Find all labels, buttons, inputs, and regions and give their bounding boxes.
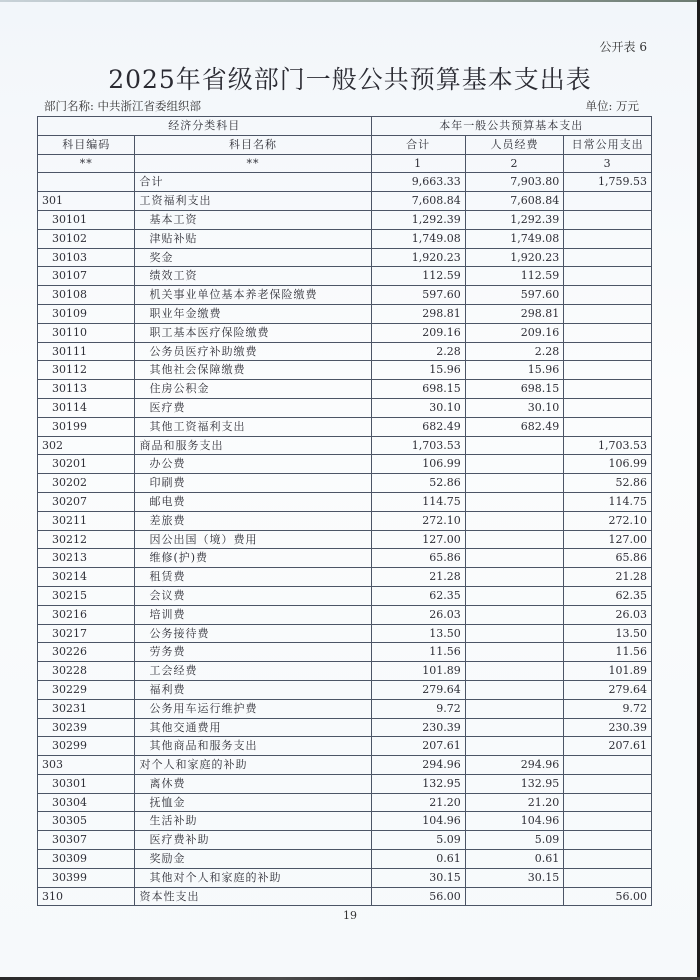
personnel-cell: 698.15 [465, 380, 564, 399]
total-cell: 112.59 [371, 267, 465, 286]
total-cell: 1,749.08 [371, 229, 465, 248]
table-row [38, 774, 652, 793]
table-row [38, 192, 652, 211]
total-cell: 209.16 [371, 323, 465, 342]
total-cell: 230.39 [371, 718, 465, 737]
subject-name-cell: 职工基本医疗保险缴费 [135, 323, 371, 342]
header-public: 日常公用支出 [564, 135, 652, 154]
total-cell: 65.86 [371, 549, 465, 568]
subject-code-cell: 30107 [38, 267, 135, 286]
table-row [38, 455, 652, 474]
table-row [38, 812, 652, 831]
subject-code-cell: 302 [38, 436, 135, 455]
index-personnel: 2 [465, 154, 564, 173]
public-cell [564, 323, 652, 342]
total-cell: 26.03 [371, 605, 465, 624]
subject-name-cell: 租赁费 [135, 568, 371, 587]
subject-name-cell: 合计 [135, 173, 371, 192]
personnel-cell [465, 680, 564, 699]
total-cell: 30.15 [371, 868, 465, 887]
personnel-cell [465, 586, 564, 605]
personnel-cell: 112.59 [465, 267, 564, 286]
table-number-label: 公开表 6 [599, 40, 647, 54]
public-cell [564, 286, 652, 305]
table-row [38, 286, 652, 305]
public-cell: 56.00 [564, 887, 652, 906]
total-cell: 597.60 [371, 286, 465, 305]
public-cell: 101.89 [564, 662, 652, 681]
personnel-cell: 5.09 [465, 831, 564, 850]
subject-code-cell: 30111 [38, 342, 135, 361]
subject-name-cell: 医疗费 [135, 398, 371, 417]
subject-code-cell: 30214 [38, 568, 135, 587]
table-row [38, 229, 652, 248]
personnel-cell: 7,903.80 [465, 173, 564, 192]
personnel-cell [465, 511, 564, 530]
total-cell: 207.61 [371, 737, 465, 756]
subject-name-cell: 会议费 [135, 586, 371, 605]
table-row [38, 831, 652, 850]
public-cell [564, 812, 652, 831]
personnel-cell [465, 549, 564, 568]
table-row [38, 624, 652, 643]
public-cell [564, 756, 652, 775]
personnel-cell: 298.81 [465, 304, 564, 323]
table-row [38, 887, 652, 906]
subject-code-cell: 30212 [38, 530, 135, 549]
personnel-cell [465, 662, 564, 681]
subject-name-cell: 奖金 [135, 248, 371, 267]
total-cell: 294.96 [371, 756, 465, 775]
total-cell: 11.56 [371, 643, 465, 662]
total-cell: 106.99 [371, 455, 465, 474]
header-economic-classification: 经济分类科目 [38, 117, 372, 136]
table-row [38, 417, 652, 436]
table-row [38, 699, 652, 718]
personnel-cell [465, 530, 564, 549]
subject-code-cell: 30199 [38, 417, 135, 436]
table-row [38, 549, 652, 568]
total-cell: 9,663.33 [371, 173, 465, 192]
subject-name-cell: 公务员医疗补助缴费 [135, 342, 371, 361]
subject-code-cell: 30109 [38, 304, 135, 323]
public-cell: 1,759.53 [564, 173, 652, 192]
public-cell: 279.64 [564, 680, 652, 699]
table-body [38, 173, 652, 906]
table-row [38, 793, 652, 812]
personnel-cell [465, 699, 564, 718]
total-cell: 101.89 [371, 662, 465, 681]
subject-name-cell: 维修(护)费 [135, 549, 371, 568]
public-cell: 62.35 [564, 586, 652, 605]
table-row [38, 436, 652, 455]
total-cell: 56.00 [371, 887, 465, 906]
index-code: ** [38, 154, 135, 173]
personnel-cell: 15.96 [465, 361, 564, 380]
personnel-cell: 682.49 [465, 417, 564, 436]
total-cell: 279.64 [371, 680, 465, 699]
public-cell [564, 831, 652, 850]
table-row [38, 511, 652, 530]
personnel-cell: 104.96 [465, 812, 564, 831]
subject-code-cell: 30301 [38, 774, 135, 793]
subject-name-cell: 商品和服务支出 [135, 436, 371, 455]
personnel-cell: 30.15 [465, 868, 564, 887]
personnel-cell [465, 492, 564, 511]
table-row [38, 868, 652, 887]
total-cell: 682.49 [371, 417, 465, 436]
total-cell: 0.61 [371, 850, 465, 869]
table-row [38, 718, 652, 737]
public-cell [564, 267, 652, 286]
subject-code-cell: 30229 [38, 680, 135, 699]
table-row [38, 380, 652, 399]
total-cell: 114.75 [371, 492, 465, 511]
public-cell [564, 850, 652, 869]
personnel-cell [465, 737, 564, 756]
public-cell [564, 774, 652, 793]
total-cell: 21.20 [371, 793, 465, 812]
table-row [38, 530, 652, 549]
public-cell [564, 793, 652, 812]
table-row [38, 248, 652, 267]
public-cell: 114.75 [564, 492, 652, 511]
total-cell: 1,703.53 [371, 436, 465, 455]
public-cell [564, 248, 652, 267]
subject-name-cell: 其他工资福利支出 [135, 417, 371, 436]
total-cell: 15.96 [371, 361, 465, 380]
subject-name-cell: 其他社会保障缴费 [135, 361, 371, 380]
subject-name-cell: 资本性支出 [135, 887, 371, 906]
table-row [38, 210, 652, 229]
index-total: 1 [371, 154, 465, 173]
header-subject-code: 科目编码 [38, 135, 135, 154]
subject-code-cell: 30217 [38, 624, 135, 643]
subject-name-cell: 医疗费补助 [135, 831, 371, 850]
page-number: 19 [343, 909, 357, 922]
subject-code-cell: 30309 [38, 850, 135, 869]
table-row [38, 756, 652, 775]
subject-code-cell: 30108 [38, 286, 135, 305]
header-subject-name: 科目名称 [135, 135, 371, 154]
personnel-cell: 2.28 [465, 342, 564, 361]
table-row [38, 173, 652, 192]
subject-code-cell: 30216 [38, 605, 135, 624]
public-cell: 11.56 [564, 643, 652, 662]
subject-name-cell: 绩效工资 [135, 267, 371, 286]
public-cell [564, 342, 652, 361]
subject-code-cell: 30213 [38, 549, 135, 568]
subject-code-cell: 30231 [38, 699, 135, 718]
table-row [38, 680, 652, 699]
subject-code-cell: 30307 [38, 831, 135, 850]
table-row [38, 304, 652, 323]
subject-name-cell: 其他商品和服务支出 [135, 737, 371, 756]
table-row [38, 737, 652, 756]
total-cell: 7,608.84 [371, 192, 465, 211]
personnel-cell: 132.95 [465, 774, 564, 793]
subject-code-cell: 30399 [38, 868, 135, 887]
public-cell: 9.72 [564, 699, 652, 718]
subject-code-cell: 30110 [38, 323, 135, 342]
personnel-cell [465, 624, 564, 643]
total-cell: 132.95 [371, 774, 465, 793]
subject-name-cell: 离休费 [135, 774, 371, 793]
subject-code-cell: 30304 [38, 793, 135, 812]
total-cell: 1,292.39 [371, 210, 465, 229]
subject-code-cell: 30114 [38, 398, 135, 417]
total-cell: 52.86 [371, 474, 465, 493]
total-cell: 698.15 [371, 380, 465, 399]
personnel-cell: 7,608.84 [465, 192, 564, 211]
total-cell: 5.09 [371, 831, 465, 850]
header-column-row [38, 135, 652, 154]
public-cell: 127.00 [564, 530, 652, 549]
public-cell: 26.03 [564, 605, 652, 624]
public-cell: 230.39 [564, 718, 652, 737]
subject-name-cell: 公务接待费 [135, 624, 371, 643]
subject-code-cell: 30112 [38, 361, 135, 380]
public-cell: 272.10 [564, 511, 652, 530]
public-cell: 13.50 [564, 624, 652, 643]
public-cell: 65.86 [564, 549, 652, 568]
total-cell: 298.81 [371, 304, 465, 323]
table-row [38, 398, 652, 417]
subject-name-cell: 公务用车运行维护费 [135, 699, 371, 718]
subject-name-cell: 办公费 [135, 455, 371, 474]
subject-name-cell: 工资福利支出 [135, 192, 371, 211]
public-cell [564, 210, 652, 229]
personnel-cell: 30.10 [465, 398, 564, 417]
subject-code-cell: 30103 [38, 248, 135, 267]
subject-code-cell: 30228 [38, 662, 135, 681]
total-cell: 2.28 [371, 342, 465, 361]
subject-name-cell: 福利费 [135, 680, 371, 699]
public-cell [564, 229, 652, 248]
table-row [38, 850, 652, 869]
subject-name-cell: 机关事业单位基本养老保险缴费 [135, 286, 371, 305]
header-basic-expenditure: 本年一般公共预算基本支出 [371, 117, 651, 136]
personnel-cell: 209.16 [465, 323, 564, 342]
subject-code-cell: 30113 [38, 380, 135, 399]
total-cell: 104.96 [371, 812, 465, 831]
subject-name-cell: 对个人和家庭的补助 [135, 756, 371, 775]
personnel-cell [465, 436, 564, 455]
subject-code-cell: 30239 [38, 718, 135, 737]
table-row [38, 568, 652, 587]
header-group-row [38, 117, 652, 136]
table-row [38, 605, 652, 624]
subject-name-cell: 因公出国（境）费用 [135, 530, 371, 549]
index-name: ** [135, 154, 371, 173]
public-cell [564, 398, 652, 417]
table-row [38, 643, 652, 662]
subject-code-cell: 310 [38, 887, 135, 906]
subject-code-cell: 30211 [38, 511, 135, 530]
subject-name-cell: 抚恤金 [135, 793, 371, 812]
subject-code-cell: 30226 [38, 643, 135, 662]
table-row [38, 342, 652, 361]
subject-name-cell: 其他对个人和家庭的补助 [135, 868, 371, 887]
subject-name-cell: 印刷费 [135, 474, 371, 493]
personnel-cell: 1,920.23 [465, 248, 564, 267]
personnel-cell [465, 455, 564, 474]
table-row [38, 474, 652, 493]
public-cell: 52.86 [564, 474, 652, 493]
public-cell [564, 380, 652, 399]
personnel-cell: 21.20 [465, 793, 564, 812]
personnel-cell: 1,292.39 [465, 210, 564, 229]
public-cell [564, 417, 652, 436]
total-cell: 1,920.23 [371, 248, 465, 267]
header-personnel: 人员经费 [465, 135, 564, 154]
public-cell [564, 192, 652, 211]
subject-code-cell: 30207 [38, 492, 135, 511]
subject-name-cell: 培训费 [135, 605, 371, 624]
personnel-cell [465, 887, 564, 906]
public-cell: 1,703.53 [564, 436, 652, 455]
budget-table [37, 116, 652, 906]
personnel-cell [465, 605, 564, 624]
unit-label: 单位: 万元 [585, 99, 639, 113]
subject-code-cell: 30202 [38, 474, 135, 493]
subject-code-cell: 30215 [38, 586, 135, 605]
table-row [38, 586, 652, 605]
subject-code-cell: 30299 [38, 737, 135, 756]
personnel-cell: 0.61 [465, 850, 564, 869]
table-row [38, 267, 652, 286]
subject-name-cell: 劳务费 [135, 643, 371, 662]
total-cell: 127.00 [371, 530, 465, 549]
public-cell: 21.28 [564, 568, 652, 587]
index-public: 3 [564, 154, 652, 173]
subject-name-cell: 奖励金 [135, 850, 371, 869]
personnel-cell: 1,749.08 [465, 229, 564, 248]
subject-name-cell: 基本工资 [135, 210, 371, 229]
subject-code-cell: 30102 [38, 229, 135, 248]
header-total: 合计 [371, 135, 465, 154]
header-index-row [38, 154, 652, 173]
personnel-cell [465, 718, 564, 737]
subject-code-cell: 303 [38, 756, 135, 775]
department-label: 部门名称: 中共浙江省委组织部 [44, 99, 202, 113]
personnel-cell [465, 474, 564, 493]
table-row [38, 361, 652, 380]
total-cell: 30.10 [371, 398, 465, 417]
public-cell [564, 868, 652, 887]
total-cell: 9.72 [371, 699, 465, 718]
total-cell: 272.10 [371, 511, 465, 530]
personnel-cell [465, 568, 564, 587]
public-cell [564, 304, 652, 323]
public-cell [564, 361, 652, 380]
subject-name-cell: 邮电费 [135, 492, 371, 511]
subject-name-cell: 生活补助 [135, 812, 371, 831]
subject-code-cell [38, 173, 135, 192]
subject-name-cell: 住房公积金 [135, 380, 371, 399]
personnel-cell [465, 643, 564, 662]
subject-name-cell: 其他交通费用 [135, 718, 371, 737]
subject-code-cell: 30305 [38, 812, 135, 831]
table-row [38, 323, 652, 342]
document-title: 2025年省级部门一般公共预算基本支出表 [108, 65, 592, 94]
subject-name-cell: 工会经费 [135, 662, 371, 681]
subject-code-cell: 30201 [38, 455, 135, 474]
subject-name-cell: 差旅费 [135, 511, 371, 530]
table-row [38, 662, 652, 681]
personnel-cell: 294.96 [465, 756, 564, 775]
subject-code-cell: 30101 [38, 210, 135, 229]
subject-code-cell: 301 [38, 192, 135, 211]
subject-name-cell: 职业年金缴费 [135, 304, 371, 323]
public-cell: 207.61 [564, 737, 652, 756]
subject-name-cell: 津贴补贴 [135, 229, 371, 248]
personnel-cell: 597.60 [465, 286, 564, 305]
scan-edge-top [0, 0, 700, 2]
public-cell: 106.99 [564, 455, 652, 474]
total-cell: 21.28 [371, 568, 465, 587]
table-row [38, 492, 652, 511]
total-cell: 13.50 [371, 624, 465, 643]
total-cell: 62.35 [371, 586, 465, 605]
